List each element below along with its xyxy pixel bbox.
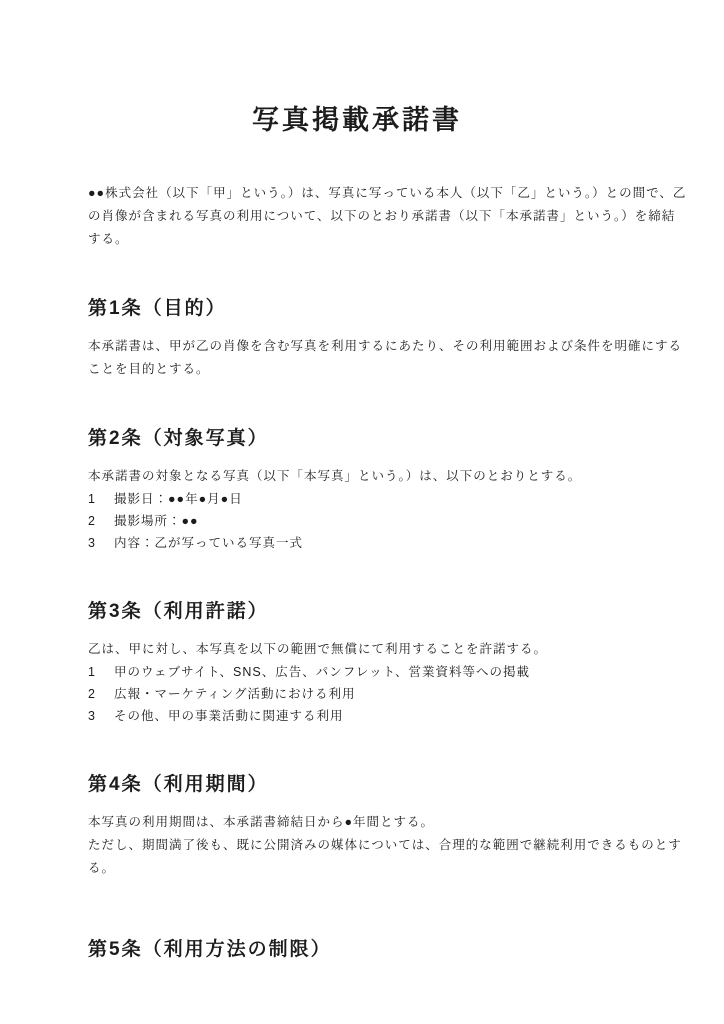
list-item <box>88 683 688 705</box>
article-2-section <box>88 427 688 554</box>
item-text: 甲のウェブサイト、SNS、広告、パンフレット、営業資料等への掲載 <box>114 665 530 679</box>
item-number: 3 <box>88 536 96 550</box>
list-item <box>88 510 688 532</box>
document-title: 写真掲載承諾書 <box>252 105 462 135</box>
article-2-body: 本承諾書の対象となる写真（以下「本写真」という。）は、以下のとおりとする。 <box>88 469 582 483</box>
article-5-heading: 第5条（利用方法の制限） <box>88 939 332 960</box>
item-text: 内容：乙が写っている写真一式 <box>114 536 304 550</box>
intro-paragraph: ●●株式会社（以下「甲」という。）は、写真に写っている本人（以下「乙」という。）との間で、乙の肖像が含まれる写真の利用について、以下のとおり承諾書（以下「本承諾書」という。）を締結する。 <box>88 186 687 246</box>
article-4-heading: 第4条（利用期間） <box>88 774 269 795</box>
item-number: 2 <box>88 687 96 701</box>
article-4-section <box>88 773 688 880</box>
article-3-item-list <box>88 661 688 727</box>
item-number: 3 <box>88 709 96 723</box>
article-2-heading: 第2条（対象写真） <box>88 428 269 449</box>
article-3-body: 乙は、甲に対し、本写真を以下の範囲で無償にて利用することを許諾する。 <box>88 642 548 656</box>
item-number: 1 <box>88 492 96 506</box>
item-number: 1 <box>88 665 96 679</box>
item-text: 撮影日：●●年●月●日 <box>114 492 243 506</box>
article-5-section <box>88 938 688 962</box>
article-4-body-1: 本写真の利用期間は、本承諾書締結日から●年間とする。 <box>88 815 435 829</box>
item-text: 撮影場所：●● <box>114 514 199 528</box>
article-1-body: 本承諾書は、甲が乙の肖像を含む写真を利用するにあたり、その利用範囲および条件を明確にすることを目的とする。 <box>88 339 683 376</box>
item-text: 広報・マーケティング活動における利用 <box>114 687 356 701</box>
article-3-heading: 第3条（利用許諾） <box>88 601 269 622</box>
article-4-body-2: ただし、期間満了後も、既に公開済みの媒体については、合理的な範囲で継続利用できるものとする。 <box>88 838 682 875</box>
list-item <box>88 705 688 727</box>
list-item <box>88 661 688 683</box>
list-item <box>88 532 688 554</box>
item-number: 2 <box>88 514 96 528</box>
list-item <box>88 488 688 510</box>
item-text: その他、甲の事業活動に関連する利用 <box>114 709 344 723</box>
article-2-item-list <box>88 488 688 554</box>
article-1-heading: 第1条（目的） <box>88 298 227 319</box>
article-1-section <box>88 297 688 381</box>
article-3-section <box>88 600 688 727</box>
